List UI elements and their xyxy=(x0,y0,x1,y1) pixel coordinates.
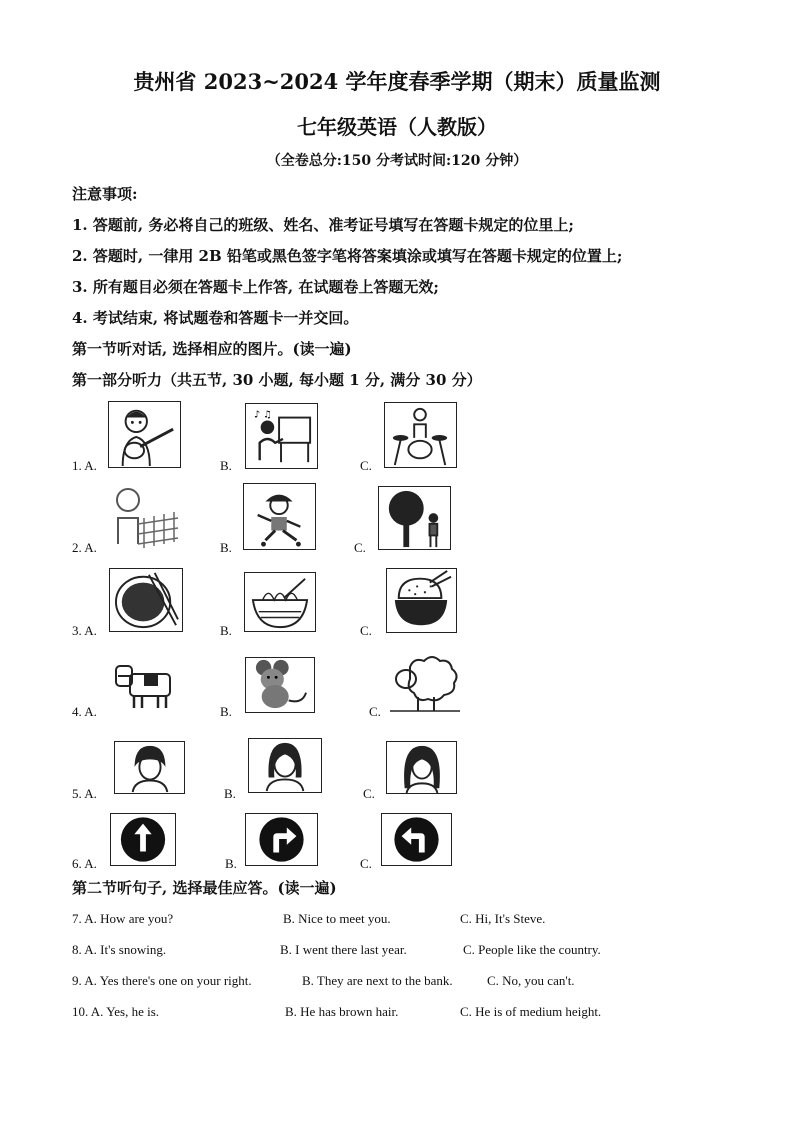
arrow-straight-sign-icon xyxy=(110,813,176,866)
note-item: 2. 答题时, 一律用 2B 铅笔或黑色签字笔将答案填涂或填写在答题卡规定的位置上; xyxy=(72,247,623,265)
option-c-label: C. xyxy=(369,704,381,719)
score-note: （全卷总分:150 分考试时间:120 分钟） xyxy=(266,153,528,169)
option-c: C. No, you can't. xyxy=(487,973,575,988)
note-item: 1. 答题前, 务必将自己的班级、姓名、准考证号填写在答题卡规定的位里上; xyxy=(72,216,574,234)
dumplings-plate-icon xyxy=(109,568,183,632)
note-item: 3. 所有题目必须在答题卡上作答, 在试题卷上答题无效; xyxy=(72,278,439,296)
part1-heading: 第一部分听力（共五节, 30 小题, 每小题 1 分, 满分 30 分） xyxy=(72,371,482,389)
option-c-label: C. xyxy=(360,856,372,871)
option-b-label: B. xyxy=(220,704,232,719)
cow-icon xyxy=(112,660,173,711)
question-number: 5. A. xyxy=(72,786,97,801)
option-b: B. I went there last year. xyxy=(280,942,407,957)
option-b-label: B. xyxy=(220,623,232,638)
option-b-label: B. xyxy=(225,856,237,871)
section2-heading: 第二节听句子, 选择最佳应答。(读一遍) xyxy=(72,879,337,897)
option-b-label: B. xyxy=(220,458,232,473)
question-number: 2. A. xyxy=(72,540,97,555)
noodle-bowl-icon xyxy=(244,572,316,632)
guitar-player-icon xyxy=(108,401,181,468)
notes-heading: 注意事项: xyxy=(72,185,138,203)
piano-player-icon xyxy=(245,403,318,469)
option-c: C. Hi, It's Steve. xyxy=(460,911,546,926)
question-number: 6. A. xyxy=(72,856,97,871)
option-b-label: B. xyxy=(220,540,232,555)
option-c: C. People like the country. xyxy=(463,942,601,957)
option-b-label: B. xyxy=(224,786,236,801)
option-a: 9. A. Yes there's one on your right. xyxy=(72,973,252,988)
woman-curly-hair-icon xyxy=(114,741,185,794)
option-c-label: C. xyxy=(360,458,372,473)
drummer-icon xyxy=(384,402,457,468)
option-a: 10. A. Yes, he is. xyxy=(72,1004,160,1019)
question-number: 1. A. xyxy=(72,458,97,473)
arrow-right-turn-sign-icon xyxy=(245,813,318,866)
option-c-label: C. xyxy=(363,786,375,801)
question-number: 4. A. xyxy=(72,704,97,719)
boy-at-fence-icon xyxy=(108,484,188,550)
option-b: B. They are next to the bank. xyxy=(302,973,453,988)
section1-heading: 第一节听对话, 选择相应的图片。(读一遍) xyxy=(72,340,352,358)
rice-bowl-icon xyxy=(386,568,457,633)
svg-text:♪ ♫: ♪ ♫ xyxy=(253,409,272,421)
option-c: C. He is of medium height. xyxy=(460,1004,602,1019)
question-number: 3. A. xyxy=(72,623,97,638)
tree-and-boy-icon xyxy=(378,486,451,550)
option-a: 8. A. It's snowing. xyxy=(72,942,167,957)
woman-long-hair-icon xyxy=(386,741,457,794)
note-item: 4. 考试结束, 将试题卷和答题卡一并交回。 xyxy=(72,309,359,327)
option-b: B. Nice to meet you. xyxy=(283,911,391,926)
option-a: 7. A. How are you? xyxy=(72,911,174,926)
option-c-label: C. xyxy=(360,623,372,638)
option-b: B. He has brown hair. xyxy=(285,1004,399,1019)
sheep-icon xyxy=(388,651,461,714)
mouse-icon xyxy=(245,657,315,713)
option-c-label: C. xyxy=(354,540,366,555)
arrow-left-turn-sign-icon xyxy=(381,813,452,866)
page-subtitle: 七年级英语（人教版） xyxy=(297,115,497,139)
woman-straight-hair-icon xyxy=(248,738,322,793)
roller-skater-icon xyxy=(243,483,316,550)
page-title: 贵州省 2023~2024 学年度春季学期（期末）质量监测 xyxy=(133,69,661,94)
